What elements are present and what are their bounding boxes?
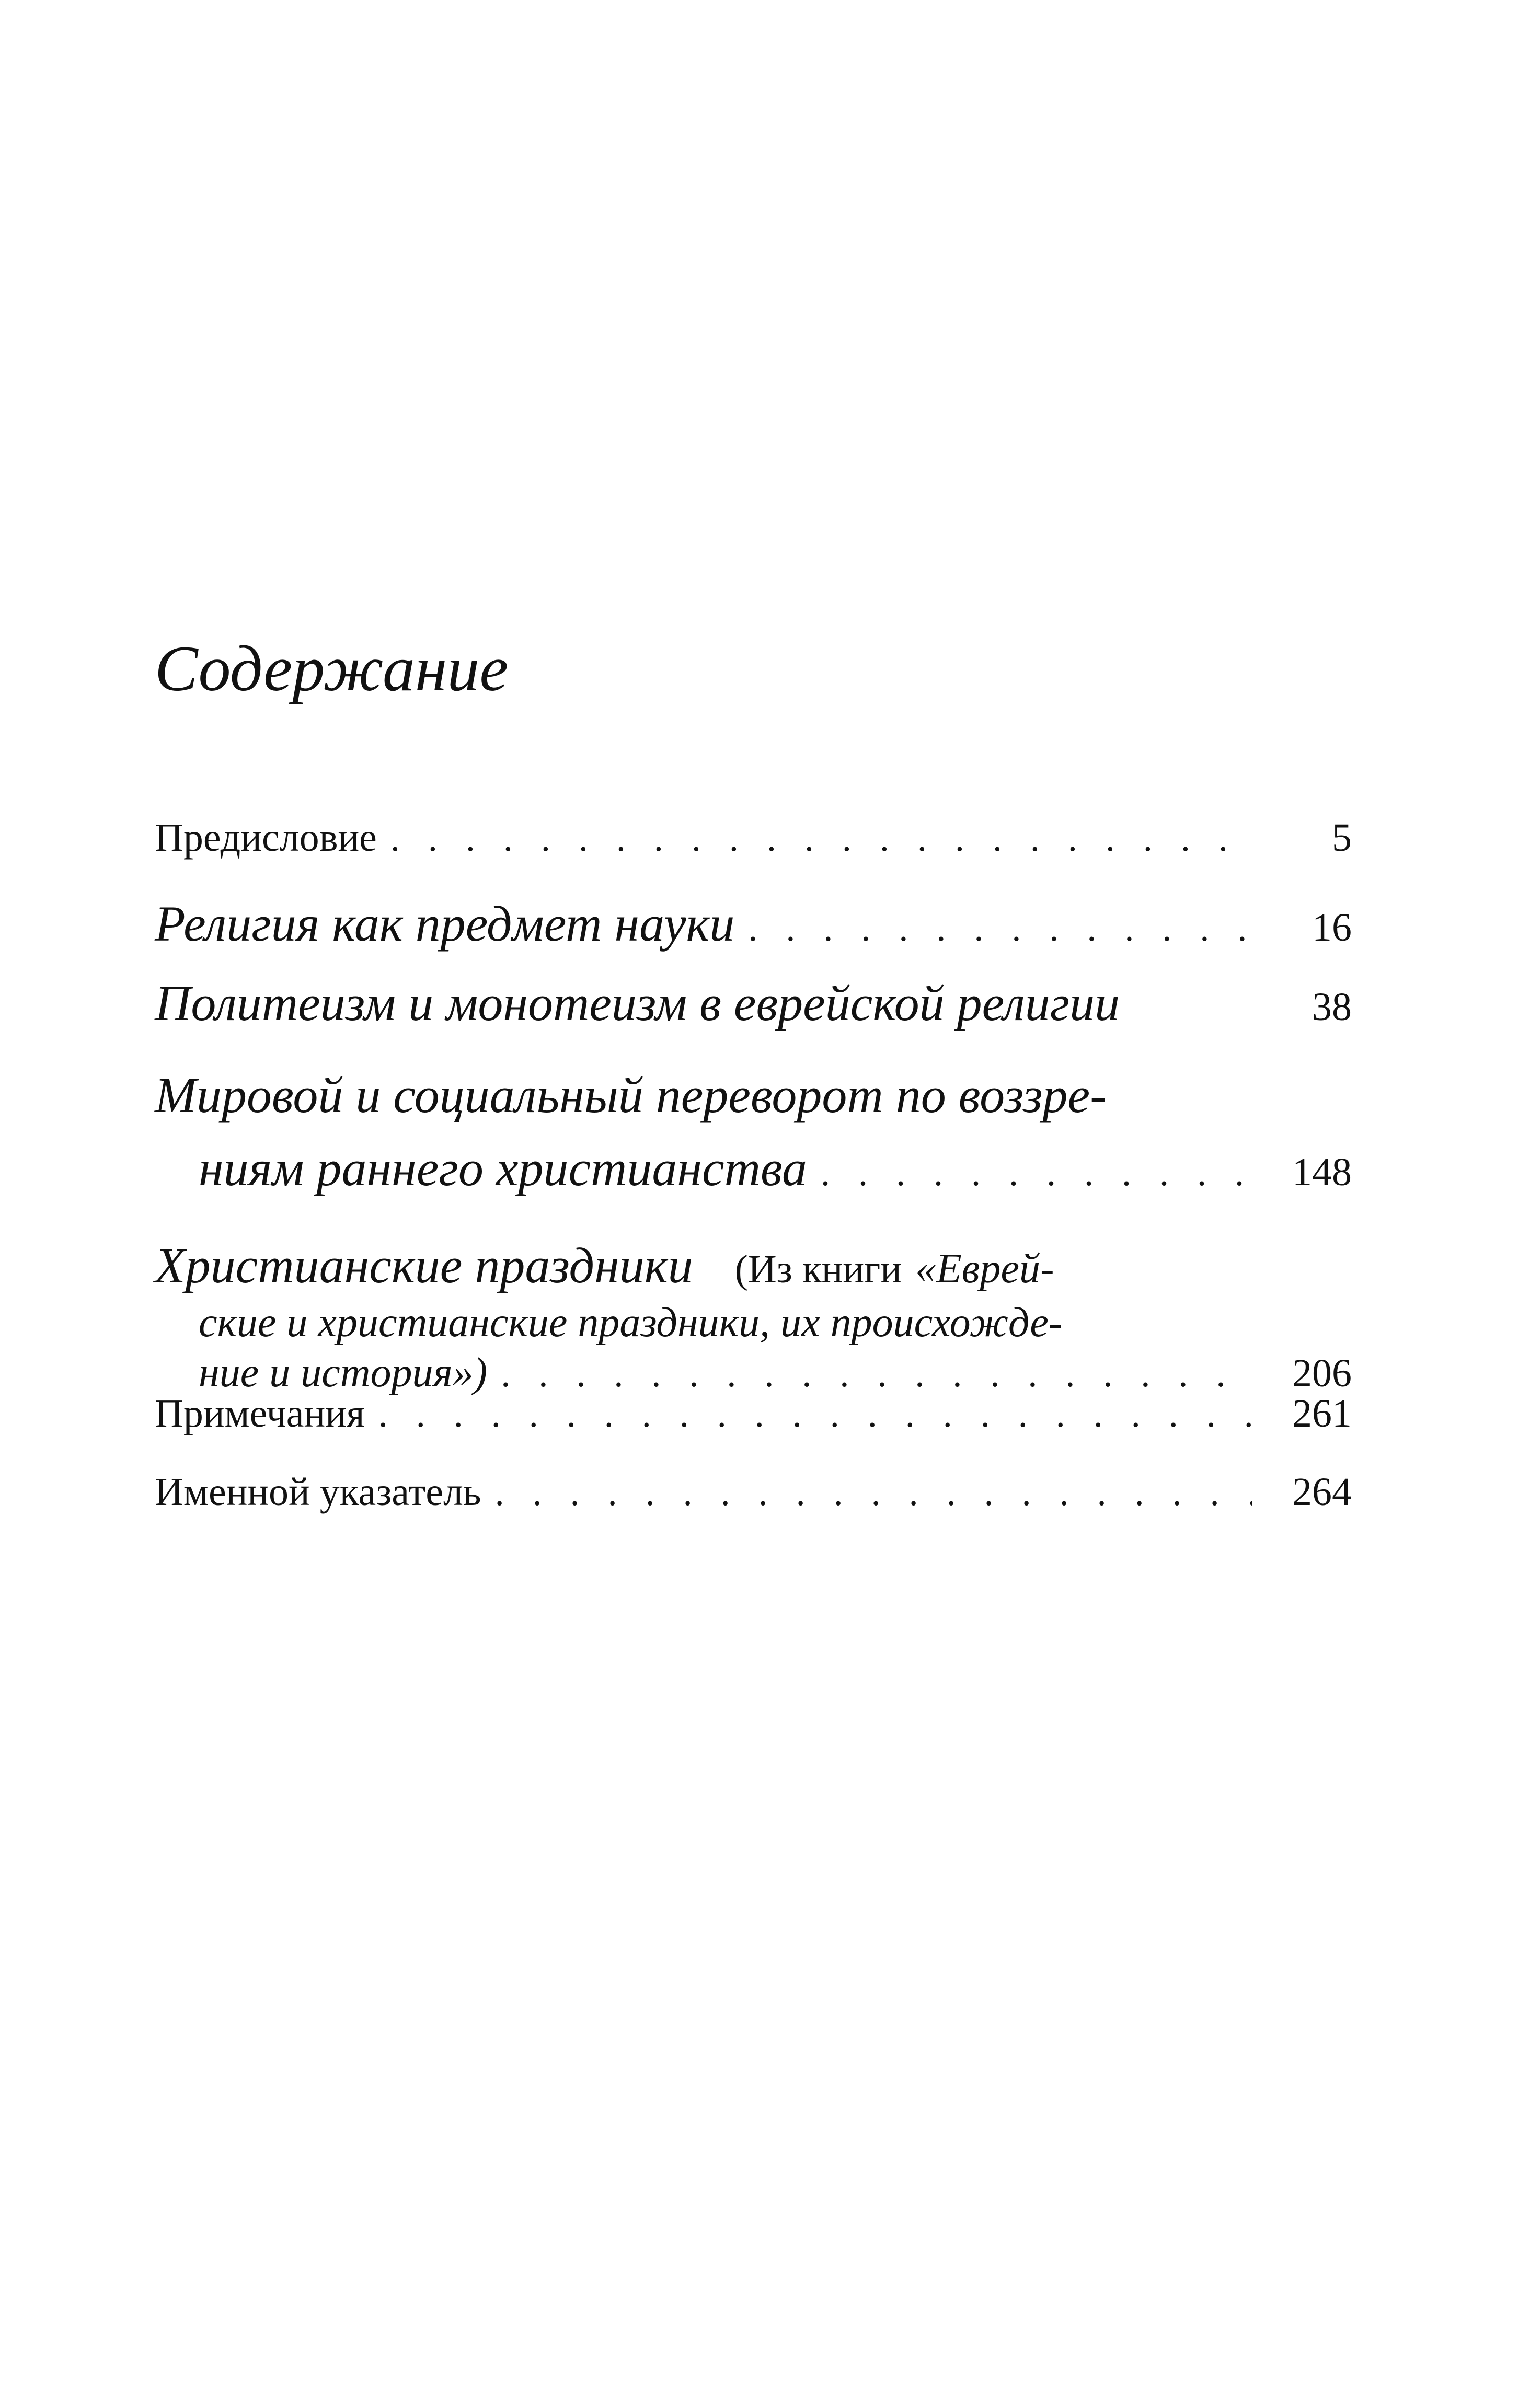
toc-entry-label: Предисловие	[155, 816, 377, 860]
toc-entry-christian-holidays[interactable]	[155, 1236, 1352, 1407]
toc-page-number: 206	[1292, 1351, 1352, 1395]
dot-leader	[821, 1151, 1252, 1195]
toc-entry-label: Именной указатель	[155, 1470, 481, 1514]
toc-page-number: 148	[1292, 1150, 1352, 1194]
toc-entry-label-line-1: Мировой и социальный переворот по воззре-	[155, 1067, 1107, 1123]
dot-leader	[390, 817, 1252, 860]
toc-entry-book-title-line-3: ние и история»)	[199, 1350, 488, 1396]
toc-entry-label-line-2: ниям раннего христианства	[199, 1140, 807, 1196]
toc-page-number: 5	[1332, 816, 1352, 860]
toc-entry-name-index[interactable]	[155, 1469, 1352, 1547]
toc-entry-religion-as-science[interactable]	[155, 895, 1352, 972]
page-title: Содержание	[155, 633, 509, 704]
toc-entry-label: Христианские праздники	[155, 1237, 693, 1293]
toc-entry-polytheism-monotheism[interactable]	[155, 974, 1352, 1051]
toc-page-number: 38	[1312, 985, 1352, 1029]
toc-page-number: 261	[1292, 1392, 1352, 1435]
dot-leader	[378, 1393, 1252, 1436]
toc-page-number: 16	[1312, 906, 1352, 950]
toc-entry-label: Примечания	[155, 1392, 365, 1435]
toc-entry-note: (Из книги	[734, 1247, 902, 1291]
toc-entry-book-title: «Еврей-	[915, 1246, 1054, 1292]
toc-entry-book-title-line-2: ские и христианские праздники, их происхожде-	[199, 1300, 1063, 1346]
toc-page-number: 264	[1292, 1470, 1352, 1514]
dot-leader	[501, 1352, 1252, 1396]
dot-leader	[748, 907, 1252, 950]
toc-entry-world-social-upheaval[interactable]	[155, 1066, 1352, 1217]
toc-entry-label: Политеизм и монотеизм в еврейской религии	[155, 975, 1120, 1031]
toc-entry-notes[interactable]	[155, 1391, 1352, 1468]
toc-entry-label: Религия как предмет науки	[155, 896, 735, 952]
toc-entry-preface[interactable]	[155, 815, 1352, 893]
dot-leader	[495, 1471, 1252, 1514]
